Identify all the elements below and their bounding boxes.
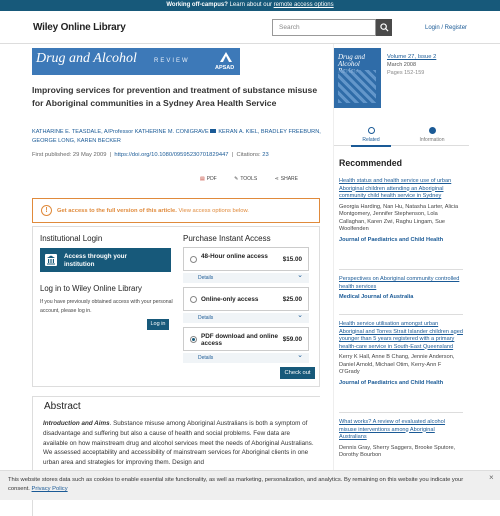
search-button[interactable]: [376, 19, 392, 36]
details-toggle[interactable]: Details ⌄: [183, 313, 309, 323]
site-header: [0, 11, 500, 44]
publication-info: First published: 29 May 2009 | https://doi.org/10.1080/09595230701829447 | Citations: 23: [32, 152, 269, 158]
pdf-icon: ▤: [200, 176, 205, 182]
purchase-option-pdf[interactable]: [183, 327, 309, 351]
option-label: PDF download and online access: [201, 333, 278, 347]
purchase-option-48h[interactable]: [183, 247, 309, 271]
sidebar-tabs: [334, 124, 469, 146]
tools-label: TOOLS: [240, 176, 258, 182]
divider: [339, 314, 463, 315]
access-notice-text: Get access to the full version of this article.: [57, 208, 177, 214]
purchase-heading: Purchase Instant Access: [183, 234, 271, 243]
cookie-text: This website stores data such as cookies to enable essential site functionality, as well as marketing, personalization, and analytics. By remaining on this website you indicate your consent.: [8, 477, 464, 492]
recommended-title-link[interactable]: Perspectives on Aboriginal community controlled health services: [339, 276, 460, 290]
option-label: 48-Hour online access: [201, 253, 268, 260]
doi-link[interactable]: https://doi.org/10.1080/09595230701829447: [114, 152, 229, 158]
access-options-panel: [32, 226, 320, 387]
recommended-title-link[interactable]: Health status and health service use of urban Aboriginal children attending an Aboriginal community child health service in Sydney: [339, 178, 452, 199]
abstract-heading: Abstract: [44, 401, 81, 412]
login-register-link[interactable]: Login / Register: [425, 25, 468, 31]
radio-pdf-selected[interactable]: [190, 336, 197, 343]
remote-access-bar: [0, 0, 500, 11]
pdf-button[interactable]: [200, 176, 225, 182]
checkout-button[interactable]: Check out: [280, 367, 315, 379]
tab-related[interactable]: [351, 127, 391, 143]
recommended-title-link[interactable]: What works? A review of evaluated alcohol misuse interventions among Aboriginal Australians: [339, 419, 446, 440]
purchase-option-online[interactable]: [183, 287, 309, 311]
tab-information[interactable]: [412, 127, 452, 143]
share-button[interactable]: [275, 176, 306, 182]
view-access-options-link[interactable]: View access options below.: [176, 208, 249, 214]
right-sidebar: [333, 44, 468, 500]
topbar-bold: Working off-campus?: [166, 2, 228, 8]
warning-icon: !: [41, 205, 52, 216]
cover-title: Drug and Alcohol: [338, 53, 366, 68]
share-label: SHARE: [280, 176, 299, 182]
divider: [339, 412, 463, 413]
recommended-journal: Journal of Paediatrics and Child Health: [339, 236, 444, 243]
cover-artwork: [338, 70, 376, 103]
tools-button[interactable]: [234, 176, 265, 182]
article-title: Improving services for prevention and treatment of substance misuse for Aboriginal communities in a Sydney Area Health Service: [32, 85, 318, 108]
divider: [339, 269, 463, 270]
login-description: If you have previously obtained access with your personal account, please log in.: [40, 299, 173, 314]
citations-count[interactable]: 23: [262, 152, 269, 158]
option-price: $15.00: [282, 256, 302, 263]
related-icon: [368, 127, 375, 134]
recommended-item: [339, 276, 463, 302]
share-icon: ⋖: [274, 176, 279, 182]
issue-pages: Pages 152-159: [387, 70, 425, 76]
wiley-login-heading: Log in to Wiley Online Library: [40, 284, 142, 293]
abstract-body: . Substance misuse among Aboriginal Australians is both a symptom of disadvantage and suffering but also a cause of health and social problems. Few data are available on how mainstream drug and alcohol services meet the needs of Aboriginal Australians. We assessed acceptability and accessibility of mainstream services for Aboriginal clients in one urban area and strategies for improving them. Design and: [43, 420, 314, 467]
option-price: $25.00: [282, 296, 302, 303]
recommended-authors: Georgia Harding, Nan Hu, Natasha Larter, Alicia Montgomery, Jennifer Stephenson, Lola Callaghan, Karen Zwi, Raghu Lingam, Sue Woolfenden: [339, 203, 459, 232]
tab-information-label: Information: [419, 137, 445, 143]
volume-issue-link[interactable]: Volume 27, Issue 2: [387, 54, 437, 60]
apsad-label: APSAD: [215, 65, 235, 71]
author-links-2[interactable]: KERAN A. KIEL, BRADLEY FREEBURN, GEORGE LONG, KAREN BECKER: [32, 129, 321, 144]
institution-button-line2: institution: [64, 261, 95, 268]
first-published-label: First published:: [32, 152, 73, 158]
option-label: Online-only access: [201, 296, 259, 303]
journal-banner-title: Drug and Alcohol: [36, 51, 137, 66]
login-button[interactable]: Log in: [147, 319, 169, 330]
abstract-intro-label: Introduction and Aims: [43, 420, 110, 427]
recommended-item: [339, 321, 463, 387]
recommended-heading: Recommended: [339, 158, 403, 168]
pdf-label: PDF: [206, 176, 217, 182]
institutional-login-heading: Institutional Login: [40, 234, 103, 243]
remote-access-link[interactable]: remote access options: [273, 2, 334, 8]
topbar-text: Learn about our: [227, 2, 274, 8]
wrench-icon: ✎: [234, 176, 239, 182]
recommended-item: [339, 178, 463, 244]
issue-date: March 2008: [387, 62, 417, 68]
recommended-authors: Kerry K Hall, Anne B Chang, Jennie Anderson, Daniel Arnold, Michael Otim, Kerry-Ann F O'Grady: [339, 354, 455, 375]
access-notice: [32, 198, 320, 223]
privacy-policy-link[interactable]: Privacy Policy: [31, 486, 68, 492]
search-input[interactable]: Search: [272, 19, 376, 36]
email-icon[interactable]: [210, 129, 216, 133]
radio-48h[interactable]: [190, 256, 197, 263]
close-icon[interactable]: ×: [489, 473, 494, 482]
radio-online[interactable]: [190, 296, 197, 303]
info-icon: [429, 127, 436, 134]
recommended-title-link[interactable]: Health service utilisation amongst urban Aboriginal and Torres Strait Islander children aged younger than 5 years registered with a primary health-care service in South-East Queensland: [339, 321, 463, 350]
journal-cover-image[interactable]: [334, 48, 381, 108]
option-price: $59.00: [282, 336, 302, 343]
journal-banner-review: REVIEW: [154, 58, 190, 64]
search-icon: [380, 23, 389, 32]
citations-label: Citations:: [236, 152, 263, 158]
journal-banner[interactable]: [32, 48, 240, 75]
author-links[interactable]: KATHARINE E. TEASDALE, A/Professor KATHERINE M. CONIGRAVE: [32, 129, 209, 135]
cookie-banner: [0, 470, 500, 500]
site-logo[interactable]: Wiley Online Library: [33, 22, 126, 33]
author-list: [32, 128, 322, 146]
institution-button-line1: Access through your: [64, 253, 127, 260]
institution-icon: [45, 254, 57, 266]
article-tools: [200, 176, 314, 182]
tab-related-label: Related: [362, 137, 380, 143]
details-toggle[interactable]: Details ⌄: [183, 353, 309, 363]
recommended-journal: Journal of Paediatrics and Child Health: [339, 379, 444, 386]
recommended-authors: Dennis Gray, Sherry Saggers, Brooke Sputore, Dorothy Bourbon: [339, 444, 456, 458]
abstract-text: [43, 419, 315, 468]
first-published-date: 29 May 2009: [72, 152, 107, 158]
details-toggle[interactable]: Details ⌄: [183, 273, 309, 283]
institution-access-button[interactable]: [40, 248, 171, 272]
apsad-logo-icon: [219, 51, 233, 63]
recommended-journal: Medical Journal of Australia: [339, 294, 414, 300]
recommended-item: [339, 419, 463, 460]
